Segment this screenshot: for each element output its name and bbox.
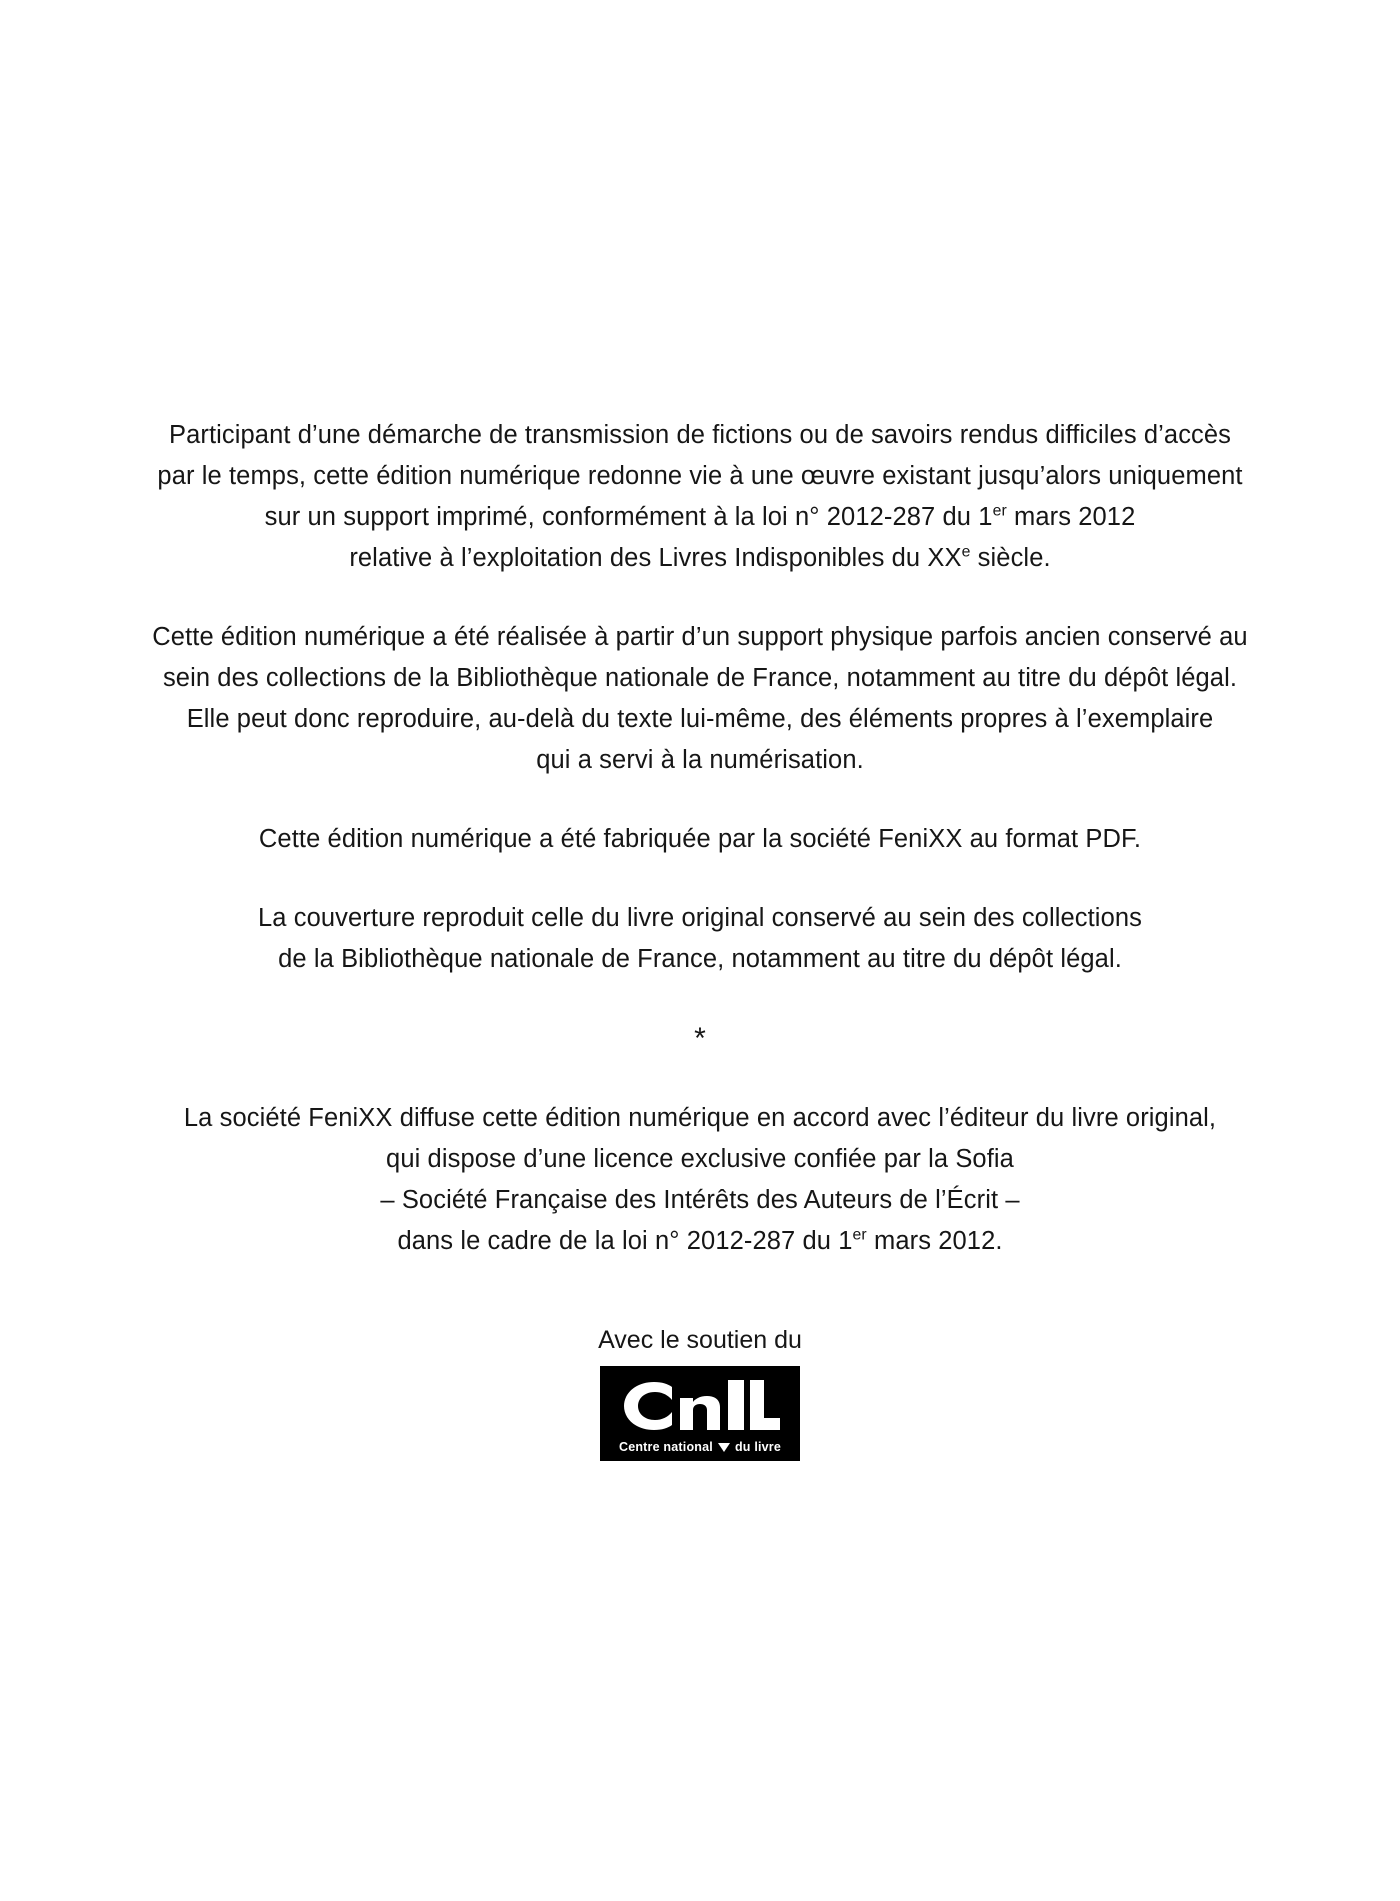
text-line: qui a servi à la numérisation. bbox=[536, 746, 864, 774]
paragraph-diffusion bbox=[135, 1098, 1265, 1262]
cnl-triangle-icon bbox=[718, 1443, 730, 1452]
cnl-logo bbox=[600, 1366, 800, 1461]
text-line: sur un support imprimé, conformément à la loi n° 2012-287 du 1er mars 2012 bbox=[264, 502, 1136, 531]
text-line: dans le cadre de la loi n° 2012-287 du 1er mars 2012. bbox=[397, 1226, 1003, 1255]
paragraph-couverture bbox=[135, 898, 1265, 980]
text-line: – Société Française des Intérêts des Auteurs de l’Écrit – bbox=[380, 1186, 1020, 1214]
text-line: sein des collections de la Bibliothèque nationale de France, notamment au titre du dépôt légal. bbox=[162, 664, 1238, 692]
document-content bbox=[0, 415, 1400, 1461]
text-line: par le temps, cette édition numérique redonne vie à une œuvre existant jusqu’alors uniquement bbox=[157, 462, 1243, 490]
text-line: La couverture reproduit celle du livre original conservé au sein des collections bbox=[258, 904, 1142, 932]
text-line: relative à l’exploitation des Livres Indisponibles du XXe siècle. bbox=[349, 543, 1051, 572]
text-line: qui dispose d’une licence exclusive confiée par la Sofia bbox=[386, 1145, 1014, 1173]
paragraph-intro bbox=[135, 415, 1265, 579]
text-line: Cette édition numérique a été réalisée à partir d’un support physique parfois ancien conservé au bbox=[152, 623, 1248, 651]
cnl-subtitle-right: du livre bbox=[734, 1440, 782, 1454]
text-line: Cette édition numérique a été fabriquée par la société FeniXX au format PDF. bbox=[258, 825, 1142, 853]
sponsor-logo-block bbox=[0, 1324, 1400, 1461]
sponsor-caption: Avec le soutien du bbox=[598, 1326, 802, 1354]
section-separator: * bbox=[694, 1022, 706, 1055]
text-line: Elle peut donc reproduire, au-delà du texte lui-même, des éléments propres à l’exemplaire bbox=[186, 705, 1214, 733]
paragraph-source bbox=[135, 617, 1265, 781]
paragraph-fabrication bbox=[135, 819, 1265, 860]
cnl-subtitle-left: Centre national bbox=[618, 1440, 713, 1454]
text-line: de la Bibliothèque nationale de France, notamment au titre du dépôt légal. bbox=[278, 945, 1122, 973]
cnl-wordmark-icon bbox=[610, 1374, 790, 1438]
text-line: Participant d’une démarche de transmission de fictions ou de savoirs rendus difficiles d’accès bbox=[168, 421, 1232, 449]
text-line: La société FeniXX diffuse cette édition numérique en accord avec l’éditeur du livre original, bbox=[183, 1104, 1217, 1132]
cnl-subtitle bbox=[610, 1438, 790, 1454]
